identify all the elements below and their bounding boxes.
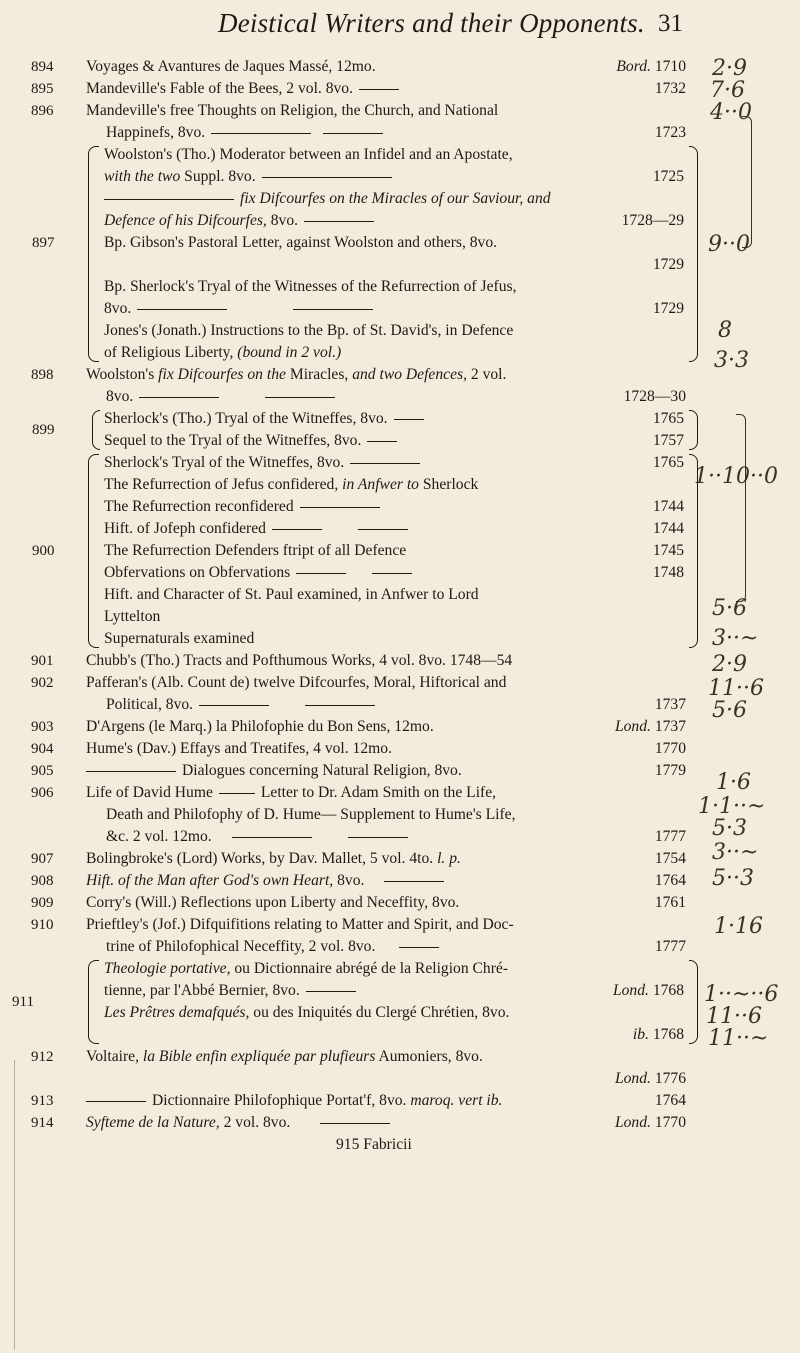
entry-text: fix Difcourfes on the <box>158 366 286 383</box>
lot-number: 898 <box>31 367 54 383</box>
entry-text: Sherlock's Tryal of the Witneffes, 8vo. <box>104 454 345 471</box>
entry-text: Obfervations on Obfervations <box>104 564 291 581</box>
imprint-date: 1770 <box>654 740 686 757</box>
entry-text: tienne, par l'Abbé Bernier, 8vo. <box>104 982 300 999</box>
entry-text: fix Difcourfes on the Miracles of our Saviour, and <box>240 190 551 207</box>
entry-text: Hume's (Dav.) Effays and Treatifes, 4 vol. 12mo. <box>86 740 392 757</box>
handwritten-price: 4··0 <box>710 100 752 125</box>
entry-text: 8vo. <box>104 300 132 317</box>
entry-text: Miracles, <box>285 366 353 383</box>
entry-text: and two Defences, <box>352 366 467 383</box>
imprint-place: ib. <box>632 1026 649 1043</box>
catalog-entry-903 <box>0 716 686 738</box>
imprint-date: 1768 <box>652 1026 684 1043</box>
imprint-place: Lond. <box>612 982 649 999</box>
entry-text: Bp. Gibson's Pastoral Letter, against Woolston and others, 8vo. <box>104 234 498 251</box>
entry-text: 8vo. <box>106 388 134 405</box>
entry-text: Prieftley's (Jof.) Difquifitions relating to Matter and Spirit, and Doc- <box>86 916 514 933</box>
lot-number: 901 <box>31 653 54 669</box>
entry-text: Pafferan's (Alb. Count de) twelve Difcourfes, Moral, Hiftorical and <box>86 674 507 691</box>
catalog-entry-901 <box>0 650 686 672</box>
catalog-entry-904 <box>0 738 686 760</box>
entry-text: Voltaire, <box>86 1048 143 1065</box>
catalog-group-899 <box>0 408 684 452</box>
lot-number: 903 <box>31 719 54 735</box>
handwritten-price: 8 <box>718 318 732 343</box>
lot-number: 897 <box>32 235 55 251</box>
price-brace <box>736 414 746 602</box>
handwritten-price: 9··0 <box>708 232 750 257</box>
imprint-date: 1737 <box>654 718 686 735</box>
group-brace <box>689 146 698 362</box>
lot-number: 900 <box>32 543 55 559</box>
imprint-date: 1728—30 <box>623 388 686 405</box>
handwritten-price: 1··10··0 <box>694 464 778 489</box>
entry-text: Woolston's (Tho.) Moderator between an Infidel and an Apostate, <box>104 146 513 163</box>
price-brace <box>742 116 752 248</box>
handwritten-price: 7·6 <box>710 78 745 103</box>
imprint-place: Lond. <box>614 718 651 735</box>
handwritten-price: 3··~ <box>712 626 759 651</box>
imprint-date: 1710 <box>654 58 686 75</box>
handwritten-price: 1·1··~ <box>698 794 766 819</box>
entry-text: l. p. <box>437 850 461 867</box>
catalog-entry-907 <box>0 848 686 870</box>
entry-text: Lyttelton <box>104 608 161 625</box>
handwritten-price: 1··~··6 <box>704 982 779 1007</box>
handwritten-price: 3··~ <box>712 840 759 865</box>
entry-text: The Refurrection Defenders ftript of all Defence <box>104 542 407 559</box>
catalog-group-911 <box>0 958 684 1046</box>
entry-text: Jones's (Jonath.) Instructions to the Bp. of St. David's, in Defence <box>104 322 514 339</box>
lot-number: 905 <box>31 763 54 779</box>
entry-text: Letter to Dr. Adam Smith on the Life, <box>260 784 497 801</box>
lot-number: 907 <box>31 851 54 867</box>
group-brace <box>88 454 99 648</box>
imprint-date: 1723 <box>654 124 686 141</box>
imprint-date: 1737 <box>654 696 686 713</box>
imprint-date: 1729 <box>652 256 684 273</box>
imprint-date: 1764 <box>654 1092 686 1109</box>
lot-number: 896 <box>31 103 54 119</box>
entry-text: 8vo. <box>333 872 365 889</box>
handwritten-price: 11··~ <box>708 1026 769 1051</box>
lot-number: 906 <box>31 785 54 801</box>
entry-text: la Bible enfin expliquée par plufieurs <box>142 1048 376 1065</box>
page-number: 31 <box>658 10 683 37</box>
catalog-entry-902 <box>0 672 686 716</box>
imprint-date: 1728—29 <box>621 212 684 229</box>
imprint-date: 1765 <box>652 454 684 471</box>
catalog-entry-913 <box>0 1090 686 1112</box>
lot-number: 904 <box>31 741 54 757</box>
imprint-date: 1754 <box>654 850 686 867</box>
imprint-date: 1765 <box>652 410 684 427</box>
imprint-date: 1768 <box>652 982 684 999</box>
lot-number: 913 <box>31 1093 54 1109</box>
catalog-entry-905 <box>0 760 686 782</box>
entry-text: Happinefs, 8vo. <box>106 124 206 141</box>
catalog-entry-896 <box>0 100 686 144</box>
imprint-place: Bord. <box>616 58 651 75</box>
imprint-date: 1744 <box>652 498 684 515</box>
handwritten-price: 1·16 <box>714 914 763 939</box>
entry-text: Bp. Sherlock's Tryal of the Witnesses of the Refurrection of Jefus, <box>104 278 517 295</box>
catalog-entry-912 <box>0 1046 686 1090</box>
lot-number: 902 <box>31 675 54 691</box>
entry-text: Corry's (Will.) Reflections upon Liberty and Neceffity, 8vo. <box>86 894 460 911</box>
group-brace <box>689 410 698 450</box>
entry-text: Sherlock's (Tho.) Tryal of the Witneffes, 8vo. <box>104 410 388 427</box>
lot-number: 908 <box>31 873 54 889</box>
lot-number: 914 <box>31 1115 54 1131</box>
group-brace <box>689 960 698 1044</box>
lot-number: 910 <box>31 917 54 933</box>
imprint-date: 1779 <box>654 762 686 779</box>
lot-number: 911 <box>12 994 34 1010</box>
entry-text: Voyages & Avantures de Jaques Massé, 12mo. <box>86 58 376 75</box>
lot-number: 894 <box>31 59 54 75</box>
imprint-date: 1744 <box>652 520 684 537</box>
group-brace <box>92 410 100 450</box>
handwritten-price: 5·3 <box>712 816 747 841</box>
catalog-entry-894 <box>0 56 686 78</box>
catalog-group-897 <box>0 144 684 364</box>
entry-text: Les Prêtres demafqués, <box>104 1004 250 1021</box>
group-brace <box>88 146 99 362</box>
entry-text: Supernaturals examined <box>104 630 255 647</box>
entry-text: Life of David Hume <box>86 784 213 801</box>
entry-text: Defence of his Difcourfes, <box>104 212 267 229</box>
entry-text: Bolingbroke's (Lord) Works, by Dav. Mallet, 5 vol. 4to. <box>86 850 438 867</box>
entry-text: 8vo. <box>266 212 299 229</box>
page-header <box>0 8 800 48</box>
handwritten-price: 5·6 <box>712 698 747 723</box>
entry-text: Mandeville's free Thoughts on Religion, the Church, and National <box>86 102 499 119</box>
catalog-entry-906 <box>0 782 686 848</box>
entry-text: trine of Philofophical Neceffity, 2 vol. 8vo. <box>106 938 376 955</box>
imprint-date: 1777 <box>654 828 686 845</box>
handwritten-price: 1·6 <box>716 770 751 795</box>
catalog-entry-908 <box>0 870 686 892</box>
entry-text: Sequel to the Tryal of the Witneffes, 8vo. <box>104 432 362 449</box>
entry-text: Hift. of Jofeph confidered <box>104 520 266 537</box>
imprint-date: 1757 <box>652 432 684 449</box>
entry-text: &c. 2 vol. 12mo. <box>106 828 212 845</box>
entry-text: (bound in 2 vol.) <box>237 344 342 361</box>
catalog-entry-898 <box>0 364 686 408</box>
catchword-row <box>0 1134 686 1156</box>
catchword: 915 Fabricii <box>336 1136 412 1153</box>
catalog-entry-909 <box>0 892 686 914</box>
imprint-date: 1761 <box>654 894 686 911</box>
entry-text: maroq. vert ib. <box>410 1092 503 1109</box>
entry-text: Woolston's <box>86 366 159 383</box>
imprint-place: Lond. <box>614 1070 651 1087</box>
entry-text: 2 vol. <box>466 366 507 383</box>
lot-number: 895 <box>31 81 54 97</box>
imprint-date: 1745 <box>652 542 684 559</box>
entry-text: Hift. and Character of St. Paul examined, in Anfwer to Lord <box>104 586 479 603</box>
group-brace <box>88 960 99 1044</box>
lot-number: 899 <box>32 422 55 438</box>
handwritten-price: 11··6 <box>706 1004 762 1029</box>
catalog-group-900 <box>0 452 684 650</box>
imprint-date: 1764 <box>654 872 686 889</box>
entry-text: Aumoniers, 8vo. <box>375 1048 483 1065</box>
entry-text: Suppl. 8vo. <box>180 168 256 185</box>
catalog-entry-895 <box>0 78 686 100</box>
entry-text: The Refurrection reconfidered <box>104 498 294 515</box>
imprint-place: Lond. <box>614 1114 651 1131</box>
entry-text: Dictionnaire Philofophique Portat'f, 8vo. <box>152 1092 411 1109</box>
handwritten-price: 2·9 <box>712 56 747 81</box>
entry-text: of Religious Liberty, <box>104 344 238 361</box>
entry-text: Hift. of the Man after God's own Heart, <box>86 872 334 889</box>
entry-text: Sherlock <box>418 476 479 493</box>
entry-text: Syfteme de la Nature, <box>86 1114 220 1131</box>
entry-text: with the two <box>104 168 181 185</box>
catalog-entry-914 <box>0 1112 686 1134</box>
imprint-date: 1732 <box>654 80 686 97</box>
imprint-date: 1777 <box>654 938 686 955</box>
catalog-list <box>0 56 800 1156</box>
lot-number: 909 <box>31 895 54 911</box>
handwritten-price: 5·6 <box>712 596 747 621</box>
imprint-date: 1729 <box>652 300 684 317</box>
entry-text: ou Dictionnaire abrégé de la Religion Chré- <box>230 960 509 977</box>
running-title: Deistical Writers and their Opponents. <box>218 8 645 38</box>
imprint-date: 1776 <box>654 1070 686 1087</box>
entry-text: D'Argens (le Marq.) la Philofophie du Bon Sens, 12mo. <box>86 718 434 735</box>
imprint-date: 1770 <box>654 1114 686 1131</box>
handwritten-price: 3·3 <box>714 348 749 373</box>
page-edge-line <box>14 1060 15 1350</box>
entry-text: The Refurrection of Jefus confidered, <box>104 476 343 493</box>
entry-text: 2 vol. 8vo. <box>219 1114 291 1131</box>
lot-number: 912 <box>31 1049 54 1065</box>
handwritten-price: 11··6 <box>708 676 764 701</box>
imprint-date: 1748 <box>652 564 684 581</box>
handwritten-price: 2·9 <box>712 652 747 677</box>
entry-text: Chubb's (Tho.) Tracts and Pofthumous Works, 4 vol. 8vo. 1748—54 <box>86 652 513 669</box>
entry-text: in Anfwer to <box>342 476 419 493</box>
catalog-entry-910 <box>0 914 686 958</box>
entry-text: Theologie portative, <box>104 960 231 977</box>
entry-text: Political, 8vo. <box>106 696 194 713</box>
entry-text: Mandeville's Fable of the Bees, 2 vol. 8vo. <box>86 80 353 97</box>
imprint-date: 1725 <box>652 168 684 185</box>
handwritten-price: 5··3 <box>712 866 754 891</box>
entry-text: Dialogues concerning Natural Religion, 8vo. <box>182 762 462 779</box>
entry-text: ou des Iniquités du Clergé Chrétien, 8vo. <box>249 1004 510 1021</box>
entry-text: Death and Philofophy of D. Hume— Supplement to Hume's Life, <box>106 806 516 823</box>
